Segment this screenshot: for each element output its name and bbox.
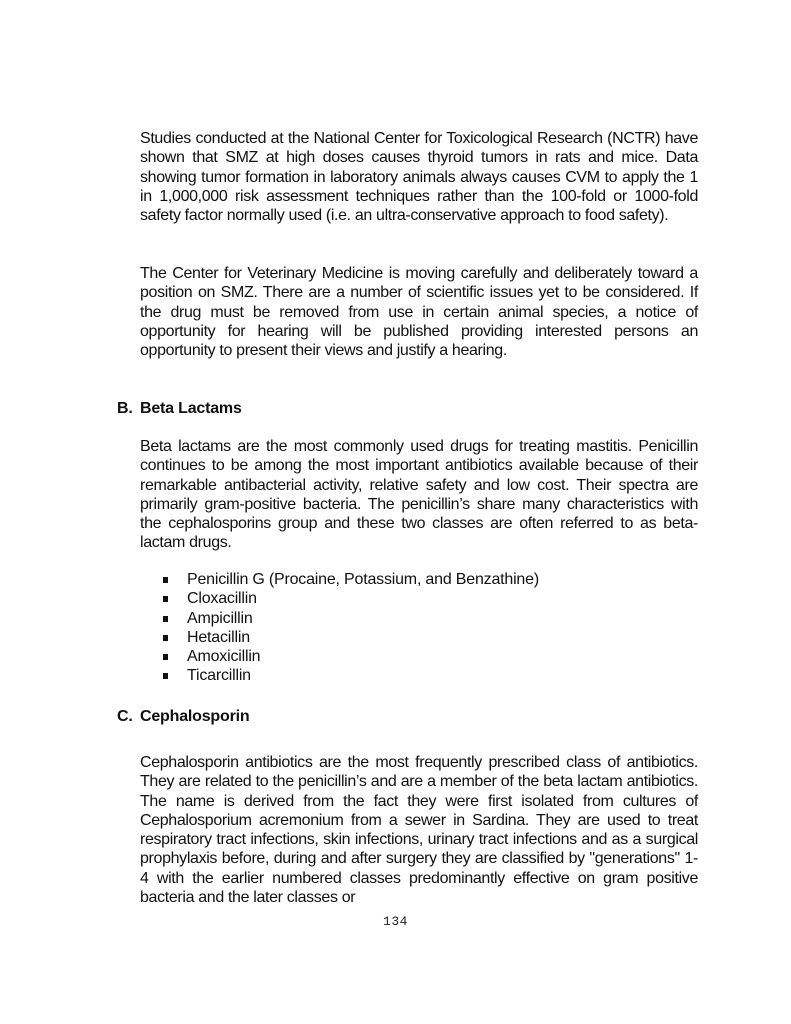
square-bullet-icon: [163, 616, 168, 622]
square-bullet-icon: [163, 596, 168, 602]
section-title: Cephalosporin: [140, 708, 250, 725]
beta-lactam-drug-list: [160, 570, 539, 686]
section-title: Beta Lactams: [140, 400, 242, 417]
list-item: Hetacillin: [160, 628, 539, 647]
paragraph-cvm-position: The Center for Veterinary Medicine is moving carefully and deliberately toward a position on SMZ. There are a number of scientific issues yet to be considered. If the drug must be removed from use in certain animal species, a notice of opportunity for hearing will be published providing interested persons an opportunity to present their views and justify a hearing.: [140, 265, 698, 360]
list-item: Ticarcillin: [160, 666, 539, 685]
square-bullet-icon: [163, 654, 168, 660]
list-item: Amoxicillin: [160, 647, 539, 666]
square-bullet-icon: [163, 577, 168, 583]
page-number: 134: [383, 914, 408, 929]
list-item: Penicillin G (Procaine, Potassium, and Benzathine): [160, 570, 539, 589]
square-bullet-icon: [163, 635, 168, 641]
list-item: Ampicillin: [160, 609, 539, 628]
section-heading-beta-lactams: [117, 399, 242, 418]
section-heading-cephalosporin: [117, 707, 249, 726]
paragraph-nctr-studies: Studies conducted at the National Center for Toxicological Research (NCTR) have shown that SMZ at high doses causes thyroid tumors in rats and mice. Data showing tumor formation in laboratory animals always causes CVM to apply the 1 in 1,000,000 risk assessment techniques rather than the 100-fold or 1000-fold safety factor normally used (i.e. an ultra-conservative approach to food safety).: [140, 130, 698, 225]
paragraph-beta-lactams: Beta lactams are the most commonly used drugs for treating mastitis. Penicillin continues to be among the most important antibiotics available because of their remarkable antibacterial activity, relative safety and low cost. Their spectra are primarily gram-positive bacteria. The penicillin’s share many characteristics with the cephalosporins group and these two classes are often referred to as beta-lactam drugs.: [140, 438, 698, 552]
paragraph-cephalosporin: Cephalosporin antibiotics are the most frequently prescribed class of antibiotics. They are related to the penicillin’s and are a member of the beta lactam antibiotics. The name is derived from the fact they were first isolated from cultures of Cephalosporium acremonium from a sewer in Sardina. They are used to treat respiratory tract infections, skin infections, urinary tract infections and as a surgical prophylaxis before, during and after surgery they are classified by "generations" 1-4 with the earlier numbered classes predominantly effective on gram positive bacteria and the later classes or: [140, 754, 698, 907]
section-number: B.: [117, 400, 133, 417]
square-bullet-icon: [163, 673, 168, 679]
list-item: Cloxacillin: [160, 589, 539, 608]
section-number: C.: [117, 708, 133, 725]
